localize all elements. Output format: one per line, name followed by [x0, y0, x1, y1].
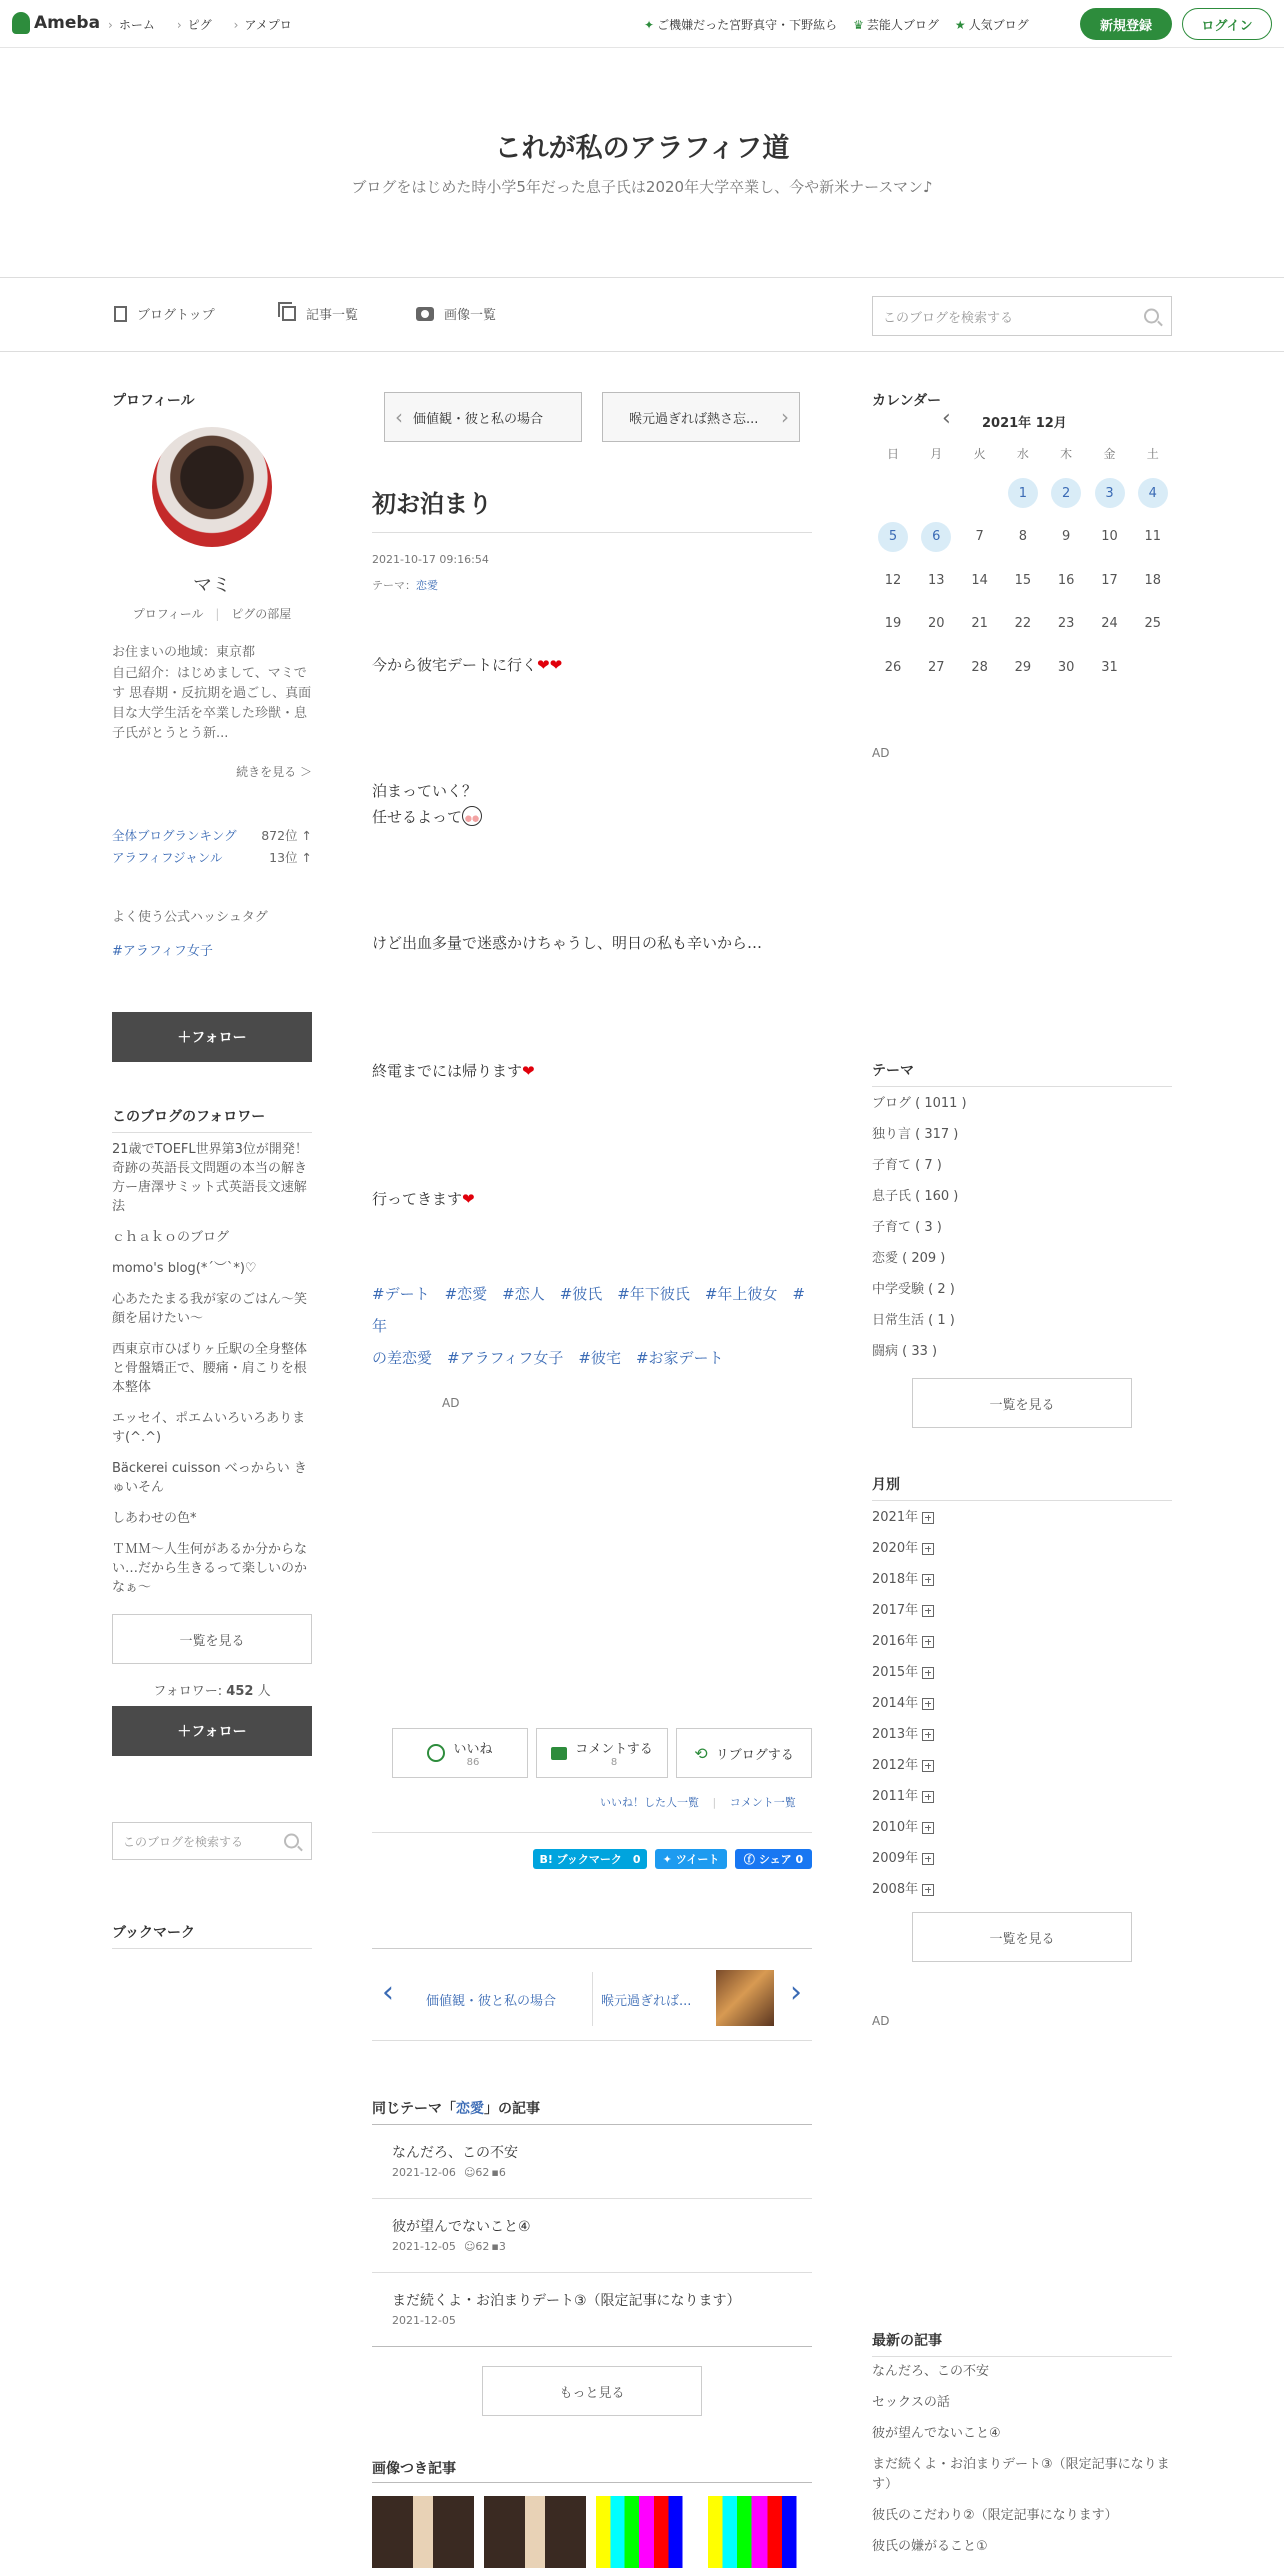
calendar-day: 8: [1018, 529, 1028, 544]
reblog-button[interactable]: [676, 1728, 812, 1778]
month-item[interactable]: [872, 1564, 1172, 1595]
follower-item[interactable]: 心あたたまる我が家のごはん〜笑顔を届けたい〜: [112, 1292, 308, 1326]
blog-title[interactable]: これが私のアラフィフ道: [494, 133, 790, 164]
calendar-day: 10: [1101, 529, 1118, 544]
bird-icon: ✦: [662, 1852, 672, 1866]
chevron-right-icon: ›: [781, 405, 789, 429]
calendar-day: 30: [1057, 659, 1075, 675]
month-item[interactable]: [872, 1719, 1172, 1750]
related-article[interactable]: [372, 2216, 812, 2253]
calendar-day: 19: [884, 616, 902, 631]
image-posts-heading: 画像つき記事: [372, 2461, 456, 2477]
expand-plus-icon[interactable]: [922, 1574, 934, 1586]
hashtag-line[interactable]: の差恋愛 #アラフィフ女子 #彼宅 #お家デート: [372, 1349, 724, 1367]
follower-list: [112, 1140, 312, 1609]
liked-users-link[interactable]: いいね！した人一覧: [600, 1796, 699, 1809]
calendar-day: 28: [971, 659, 988, 675]
comment-list-link[interactable]: コメント一覧: [729, 1796, 796, 1809]
month-item[interactable]: [872, 1595, 1172, 1626]
related-article[interactable]: [372, 2142, 812, 2179]
profile-avatar[interactable]: [152, 427, 272, 547]
tweet-label: ツイート: [675, 1853, 720, 1866]
follow-button-bottom[interactable]: ＋フォロー: [112, 1706, 312, 1756]
calendar-day: 9: [1062, 529, 1071, 544]
chevron-left-icon[interactable]: ‹: [382, 1975, 394, 2010]
calendar-day[interactable]: 2: [1051, 478, 1081, 508]
ad-label: AD: [872, 2014, 890, 2028]
search-icon[interactable]: [1144, 309, 1159, 324]
next-article-button[interactable]: [602, 392, 800, 442]
follower-item[interactable]: momo's blog(*´︶`*)♡: [112, 1261, 257, 1276]
chevron-right-icon[interactable]: ›: [790, 1975, 802, 2010]
post-paragraph: けど出血多量で迷惑かけちゃうし、明日の私も辛いから…: [372, 934, 763, 952]
post-text: 行ってきます: [372, 1190, 463, 1208]
follower-item[interactable]: Bäckerei cuisson べっからい きゅいそん: [112, 1461, 307, 1495]
crown-icon: ♛: [853, 18, 864, 32]
sidebar-search-placeholder: このブログを検索する: [123, 1834, 244, 1849]
facebook-share-button[interactable]: [735, 1849, 812, 1869]
heart-icon: ❤: [522, 1062, 535, 1080]
theme-item[interactable]: 闘病 ( 33 ): [872, 1344, 938, 1359]
month-item[interactable]: [872, 1688, 1172, 1719]
calendar-weekday: 木: [1060, 446, 1073, 461]
calendar-month: 2021年 12月: [982, 416, 1067, 431]
recent-item[interactable]: なんだろ、この不安: [872, 2364, 990, 2379]
divider: [372, 2124, 812, 2125]
profile-location: お住まいの地域：東京都: [112, 645, 256, 660]
search-icon[interactable]: [284, 1834, 299, 1849]
global-nav-left: [108, 16, 292, 33]
calendar-day: 25: [1144, 616, 1162, 631]
ranking-genre[interactable]: [112, 848, 312, 866]
ranking-genre-value: 13位 ↑: [269, 850, 312, 865]
ranking-overall-value: 872位 ↑: [261, 828, 312, 843]
subnav-image-list-label: 画像一覧: [444, 308, 497, 323]
follower-count-suffix: 人: [253, 1684, 271, 1699]
subnav-blog-top[interactable]: [114, 304, 215, 323]
image-post-thumbnail[interactable]: [372, 2496, 474, 2568]
recent-item[interactable]: 彼が望んでないこと④: [872, 2426, 1001, 2441]
link-separator: |: [712, 1796, 717, 1809]
recent-item[interactable]: 彼氏の嫌がること①: [872, 2539, 988, 2554]
month-label: 2018年: [872, 1572, 919, 1587]
camera-icon: [416, 307, 434, 321]
related-article-title: まだ続くよ・お泊まりデート③（限定記事になります）: [392, 2293, 741, 2309]
sparkle-icon: ✦: [644, 18, 655, 32]
expand-plus-icon[interactable]: [922, 1698, 934, 1710]
bookmark-heading: ブックマーク: [112, 1922, 312, 1949]
ranking-overall[interactable]: [112, 826, 312, 844]
heart-icon: ❤: [462, 1190, 475, 1208]
recent-item[interactable]: セックスの話: [872, 2395, 950, 2410]
calendar-day: 22: [1014, 616, 1032, 631]
theme-item[interactable]: 中学受験 ( 2 ): [872, 1282, 955, 1297]
nav-pigg[interactable]: › ピグ: [177, 16, 212, 33]
theme-list: [872, 1088, 1172, 1367]
hashtag-link[interactable]: #アラフィフ女子: [112, 944, 213, 959]
ad-label: AD: [872, 746, 890, 760]
pager-prev-link[interactable]: 価値観・彼と私の場合: [426, 1994, 557, 2009]
comment-label: コメントする: [575, 1742, 653, 1757]
like-label: いいね: [453, 1742, 493, 1757]
post-datetime: 2021-10-17 09:16:54: [372, 553, 489, 566]
month-item[interactable]: [872, 1812, 1172, 1843]
ranking-genre-label: アラフィフジャンル: [112, 850, 223, 865]
followers-see-all-button[interactable]: 一覧を見る: [112, 1614, 312, 1664]
global-header: [0, 0, 1284, 48]
calendar-day: 21: [971, 616, 988, 631]
follower-item[interactable]: 21歳でTOEFL世界第3位が開発！奇跡の英語長文問題の本当の解き方ー唐澤サミット式英語長文速解法: [112, 1142, 308, 1214]
calendar-day: 31: [1101, 659, 1118, 675]
calendar-day: 11: [1144, 529, 1162, 544]
star-icon: ★: [954, 18, 966, 32]
blog-search-input[interactable]: [872, 296, 1172, 336]
follow-button[interactable]: ＋フォロー: [112, 1012, 312, 1062]
month-item[interactable]: [872, 1657, 1172, 1688]
pager-separator: [592, 1972, 593, 2026]
prev-article-label: 価値観・彼と私の場合: [413, 411, 544, 427]
next-article-label: 喉元過ぎれば熱さ忘...: [629, 411, 759, 427]
related-article-date: 2021-12-05: [392, 2314, 456, 2327]
link-separator: |: [215, 607, 220, 621]
calendar-day[interactable]: 3: [1095, 478, 1125, 508]
monthly-heading: 月別: [872, 1474, 1172, 1501]
subnav-article-list[interactable]: [282, 304, 358, 323]
related-article-title: 彼が望んでないこと④: [392, 2219, 531, 2235]
related-comment-count: 3: [498, 2240, 506, 2253]
expand-plus-icon[interactable]: [922, 1605, 934, 1617]
expand-plus-icon[interactable]: [922, 1853, 934, 1865]
monthly-list: [872, 1502, 1172, 1905]
post-text: 終電までには帰ります: [372, 1062, 523, 1080]
expand-plus-icon[interactable]: [922, 1884, 934, 1896]
calendar-heading: カレンダー: [872, 393, 942, 409]
follower-item[interactable]: ＴＭＭ～人生何があるか分からない…だから生きるって楽しいのかなぁ～: [112, 1542, 308, 1595]
expand-plus-icon[interactable]: [922, 1729, 934, 1741]
search-placeholder: このブログを検索する: [883, 310, 1014, 326]
calendar-weekday: 土: [1146, 446, 1159, 461]
login-button[interactable]: ログイン: [1182, 8, 1272, 40]
month-item[interactable]: [872, 1750, 1172, 1781]
article-pager: [372, 1968, 812, 2030]
chevron-left-icon: ‹: [395, 405, 403, 429]
month-item[interactable]: [872, 1781, 1172, 1812]
post-title[interactable]: 初お泊まり: [372, 490, 492, 518]
theme-heading: テーマ: [872, 1060, 1172, 1087]
expand-plus-icon[interactable]: [922, 1760, 934, 1772]
calendar-grid: [872, 438, 1172, 678]
nav-popular-label: 人気ブログ: [968, 18, 1029, 32]
expand-plus-icon[interactable]: [922, 1667, 934, 1679]
image-post-thumbnail[interactable]: [596, 2496, 698, 2568]
theme-item[interactable]: 独り言 ( 317 ): [872, 1127, 959, 1142]
comment-icon: ▪: [491, 2240, 499, 2253]
divider: [372, 532, 812, 533]
month-label: 2013年: [872, 1727, 919, 1742]
blog-header: [0, 48, 1284, 278]
reblog-icon: ⟲: [694, 1743, 708, 1763]
calendar-weekday: 水: [1016, 446, 1029, 461]
image-post-thumbnail[interactable]: [708, 2496, 812, 2568]
related-article-date: 2021-12-06: [392, 2166, 456, 2179]
nav-popular[interactable]: [955, 16, 1029, 33]
monthly-see-all-button[interactable]: 一覧を見る: [912, 1912, 1132, 1962]
calendar-month-bar: [872, 406, 1172, 432]
theme-item[interactable]: ブログ ( 1011 ): [872, 1096, 967, 1111]
calendar-day: 7: [975, 529, 984, 544]
month-item[interactable]: [872, 1502, 1172, 1533]
profile-link[interactable]: プロフィール: [132, 607, 204, 621]
month-label: 2020年: [872, 1541, 919, 1556]
like-count: 86: [466, 1757, 480, 1768]
nav-amepro[interactable]: › アメプロ: [234, 16, 292, 33]
calendar-weekday: 日: [886, 446, 899, 461]
smile-icon: ☺: [463, 2166, 476, 2179]
calendar-day[interactable]: 1: [1008, 478, 1038, 508]
global-nav-right: [644, 16, 1029, 33]
calendar-day: 18: [1144, 572, 1162, 588]
post-paragraph: [372, 652, 562, 678]
divider: [372, 2482, 812, 2483]
ranking-overall-label: 全体ブログランキング: [112, 828, 237, 843]
ad-label: AD: [442, 1396, 460, 1410]
expand-plus-icon[interactable]: [922, 1791, 934, 1803]
follower-item[interactable]: ｃｈａｋｏのブログ: [112, 1230, 230, 1245]
pager-next-link[interactable]: 喉元過ぎれば...: [601, 1994, 692, 2009]
theme-item[interactable]: 恋愛 ( 209 ): [872, 1251, 946, 1266]
month-label: 2016年: [872, 1634, 919, 1649]
comment-icon: ▪: [491, 2166, 499, 2179]
divider: [372, 1948, 812, 1949]
sidebar-search-input[interactable]: [112, 1822, 312, 1860]
month-label: 2012年: [872, 1758, 919, 1773]
month-label: 2011年: [872, 1789, 919, 1804]
followers-heading: このブログのフォロワー: [112, 1106, 312, 1133]
post-theme-link[interactable]: 恋愛: [416, 579, 438, 592]
post-paragraph: [372, 1058, 535, 1084]
calendar-day: 12: [884, 572, 902, 588]
calendar-day: 26: [884, 659, 902, 675]
post-text: 今から彼宅デートに行く: [372, 656, 538, 674]
same-theme-heading-pre: 同じテーマ「: [372, 2101, 456, 2117]
calendar-day: 17: [1101, 572, 1118, 588]
month-label: 2008年: [872, 1882, 919, 1897]
divider: [372, 1832, 812, 1833]
related-article-date: 2021-12-05: [392, 2240, 456, 2253]
nav-celebrity[interactable]: [853, 16, 939, 33]
recent-item[interactable]: 彼氏のこだわり②（限定記事になります）: [872, 2508, 1118, 2523]
reblog-label: リブログする: [715, 1747, 794, 1763]
related-comment-count: 6: [498, 2166, 506, 2179]
month-label: 2009年: [872, 1851, 919, 1866]
related-like-count: 62: [475, 2240, 490, 2253]
subnav-blog-top-label: ブログトップ: [137, 308, 215, 323]
action-links: [600, 1794, 796, 1810]
same-theme-heading: [372, 2098, 540, 2118]
ameba-logo[interactable]: [12, 12, 100, 34]
calendar-day: 27: [928, 659, 945, 675]
same-theme-heading-post: 」の記事: [484, 2101, 540, 2117]
theme-item[interactable]: 子育て ( 7 ): [872, 1158, 942, 1173]
calendar-weekday: 火: [973, 446, 986, 461]
related-article[interactable]: [372, 2290, 812, 2327]
post-paragraph: [372, 778, 482, 830]
prev-article-button[interactable]: [384, 392, 582, 442]
post-text: 泊まっていく？: [372, 782, 478, 800]
expand-plus-icon[interactable]: [922, 1822, 934, 1834]
month-label: 2015年: [872, 1665, 919, 1680]
blog-subnav: [0, 278, 1284, 352]
image-post-thumbnail[interactable]: [484, 2496, 586, 2568]
follower-item[interactable]: 西東京市ひばりヶ丘駅の全身整体と骨盤矯正で、腰痛・肩こりを根本整体: [112, 1342, 308, 1395]
post-theme: [372, 577, 438, 593]
smile-icon: ☺: [463, 2240, 476, 2253]
smile-icon: [427, 1744, 445, 1762]
post-theme-label: テーマ：: [372, 579, 416, 592]
hashtag-line[interactable]: #デート #恋愛 #恋人 #彼氏 #年下彼氏 #年上彼女 #年: [372, 1285, 805, 1335]
month-item[interactable]: [872, 1874, 1172, 1905]
ameba-logo-icon: [12, 12, 30, 34]
comment-icon: [551, 1747, 567, 1760]
profile-links: [112, 605, 312, 622]
same-theme-link[interactable]: 恋愛: [456, 2101, 484, 2117]
subnav-article-list-label: 記事一覧: [306, 308, 359, 323]
recent-heading: 最新の記事: [872, 2330, 1172, 2357]
tweet-button[interactable]: [655, 1849, 727, 1869]
follower-item[interactable]: しあわせの色*: [112, 1511, 197, 1526]
calendar-day: 29: [1014, 659, 1032, 675]
comment-count: 8: [610, 1757, 618, 1768]
chevron-left-icon[interactable]: ‹: [942, 406, 951, 431]
month-item[interactable]: [872, 1843, 1172, 1874]
theme-see-all-button[interactable]: 一覧を見る: [912, 1378, 1132, 1428]
calendar-weekday: 金: [1103, 446, 1116, 461]
calendar-day[interactable]: 5: [878, 522, 908, 552]
like-button[interactable]: [392, 1728, 528, 1778]
profile-more-link[interactable]: 続きを見る ＞: [236, 765, 312, 779]
recent-item[interactable]: まだ続くよ・お泊まりデート③（限定記事になります）: [872, 2457, 1170, 2492]
pager-next-thumbnail[interactable]: [716, 1970, 774, 2026]
calendar-day: 23: [1057, 616, 1075, 631]
pigg-room-link[interactable]: ピグの部屋: [231, 607, 292, 621]
profile-name[interactable]: マミ: [192, 574, 231, 596]
divider: [372, 2346, 812, 2347]
share-label: シェア 0: [758, 1853, 804, 1866]
calendar-day: 15: [1014, 572, 1032, 588]
expand-plus-icon[interactable]: [922, 1512, 934, 1524]
post-hashtags[interactable]: [372, 1278, 812, 1374]
month-item[interactable]: [872, 1626, 1172, 1657]
hashtag-heading: よく使う公式ハッシュタグ: [112, 910, 268, 925]
post-text: 任せるよって: [372, 808, 463, 826]
subnav-image-list[interactable]: [416, 304, 496, 323]
expand-plus-icon[interactable]: [922, 1636, 934, 1648]
nav-home[interactable]: › ホーム: [108, 16, 155, 33]
month-label: 2014年: [872, 1696, 919, 1711]
month-label: 2021年: [872, 1510, 919, 1525]
follower-count-label: フォロワー:: [153, 1684, 227, 1699]
theme-item[interactable]: 息子氏 ( 160 ): [872, 1189, 959, 1204]
signup-button[interactable]: 新規登録: [1080, 8, 1172, 40]
divider: [372, 2198, 812, 2199]
divider: [372, 2040, 812, 2041]
month-label: 2017年: [872, 1603, 919, 1618]
profile-heading: プロフィール: [112, 393, 195, 409]
related-article-title: なんだろ、この不安: [392, 2145, 518, 2161]
see-more-button[interactable]: もっと見る: [482, 2366, 702, 2416]
theme-item[interactable]: 子育て ( 3 ): [872, 1220, 942, 1235]
calendar-day: 16: [1057, 572, 1075, 588]
calendar-day: 20: [928, 616, 945, 631]
divider: [372, 2272, 812, 2273]
nav-topic-label: ご機嫌だった宮野真守・下野紘ら: [657, 18, 838, 32]
calendar-day[interactable]: 6: [921, 522, 951, 552]
facebook-icon: ⓕ: [743, 1853, 755, 1866]
nav-celebrity-label: 芸能人ブログ: [866, 18, 939, 32]
copy-icon: [282, 306, 296, 321]
calendar-weekday: 月: [930, 446, 943, 461]
follower-item[interactable]: エッセイ、ポエムいろいろあります(^.^): [112, 1411, 306, 1445]
heart-icon: ❤❤: [537, 656, 563, 674]
recent-list: [872, 2362, 1172, 2568]
month-item[interactable]: [872, 1533, 1172, 1564]
post-paragraph: [372, 1186, 475, 1212]
comment-button[interactable]: [536, 1728, 668, 1778]
blog-description: ブログをはじめた時小学5年だった息子氏は2020年大学卒業し、今や新米ナースマン♪: [351, 178, 933, 196]
hatena-bookmark-button[interactable]: B! ブックマーク 0: [533, 1849, 647, 1869]
calendar-day: 24: [1101, 616, 1118, 631]
expand-plus-icon[interactable]: [922, 1543, 934, 1555]
document-icon: [114, 306, 127, 322]
nav-topic[interactable]: [644, 16, 837, 33]
calendar-day: 14: [971, 572, 988, 588]
month-label: 2010年: [872, 1820, 919, 1835]
calendar-day[interactable]: 4: [1138, 478, 1168, 508]
follower-count: [112, 1680, 312, 1699]
theme-item[interactable]: 日常生活 ( 1 ): [872, 1313, 955, 1328]
follower-count-value: 452: [226, 1684, 254, 1699]
calendar-day: 13: [928, 572, 945, 588]
profile-intro: 自己紹介：はじめまして、マミです 思春期・反抗期を過ごし、真面目な大学生活を卒業した珍獣・息子氏がとうとう新...: [112, 666, 312, 741]
blush-emoji-icon: [462, 806, 482, 826]
related-like-count: 62: [475, 2166, 490, 2179]
logo-text: Ameba: [34, 13, 101, 33]
